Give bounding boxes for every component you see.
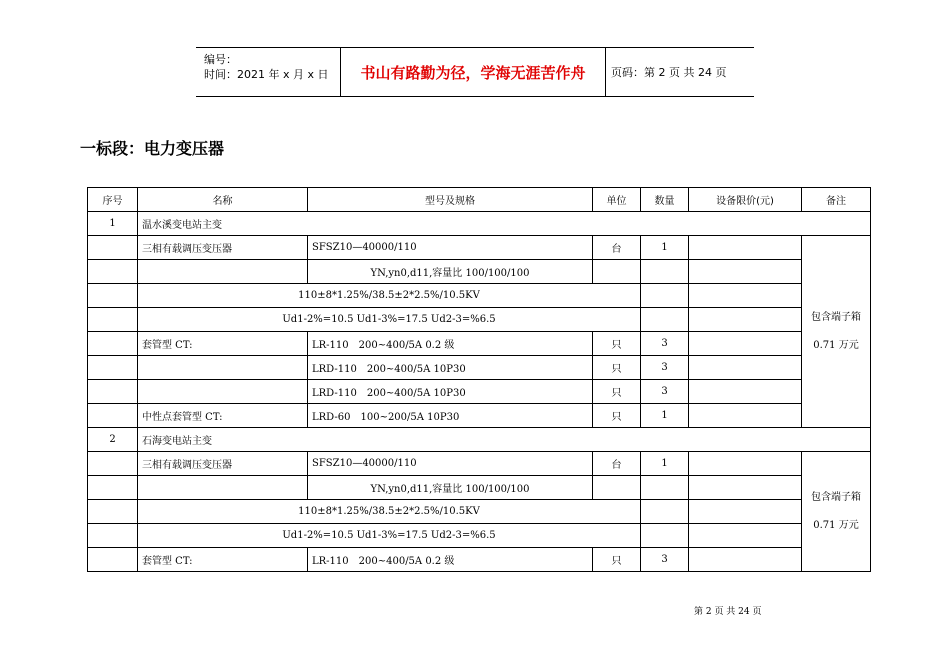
table-row [88,476,871,500]
table-row [88,308,871,332]
item-spec: YN,yn0,d11,容量比 100/100/100 [308,476,593,500]
item-spec: SFSZ10—40000/110 [308,236,593,260]
table-row [88,404,871,428]
item-qty: 1 [641,452,689,476]
item-spec: LRD-110 200~400/5A 10P30 [308,380,593,404]
group-number: 1 [88,212,138,236]
item-spec: Ud1-2%=10.5 Ud1-3%=17.5 Ud2-3=%6.5 [138,524,641,548]
item-qty: 1 [641,236,689,260]
item-spec: LR-110 200~400/5A 0.2 级 [308,332,593,356]
item-spec: LRD-60 100~200/5A 10P30 [308,404,593,428]
group-row [88,428,871,452]
table-row [88,260,871,284]
equipment-table [87,187,871,572]
page-header [196,47,754,97]
header-cell: 名称 [138,188,308,212]
table-row [88,452,871,476]
item-spec: SFSZ10—40000/110 [308,452,593,476]
item-qty: 3 [641,380,689,404]
header-cell: 型号及规格 [308,188,593,212]
item-spec: YN,yn0,d11,容量比 100/100/100 [308,260,593,284]
section-title: 一标段：电力变压器 [80,139,225,158]
table-row [88,380,871,404]
header-cell: 单位 [593,188,641,212]
item-name: 套管型 CT: [138,332,308,356]
group-title: 石海变电站主变 [138,428,871,452]
item-unit: 只 [593,356,641,380]
item-qty: 3 [641,548,689,572]
number-label: 编号： [204,53,237,66]
remark-cell: 包含端子箱 0.71 万元 [802,452,871,572]
header-cell: 设备限价(元) [689,188,802,212]
table-header-row [88,188,871,212]
page-code: 页码：第 2 页 共 24 页 [611,66,727,79]
time-label: 时间：2021 年 x 月 x 日 [204,68,329,81]
item-name: 中性点套管型 CT: [138,404,308,428]
item-spec: Ud1-2%=10.5 Ud1-3%=17.5 Ud2-3=%6.5 [138,308,641,332]
item-qty: 3 [641,356,689,380]
item-unit: 台 [593,452,641,476]
table-row [88,500,871,524]
item-spec: LR-110 200~400/5A 0.2 级 [308,548,593,572]
item-name: 套管型 CT: [138,548,308,572]
motto: 书山有路勤为径，学海无涯苦作舟 [340,48,606,96]
group-row [88,212,871,236]
header-left [196,48,340,96]
table-row [88,332,871,356]
page-footer: 第 2 页 共 24 页 [694,607,762,617]
item-unit: 台 [593,236,641,260]
table-row [88,524,871,548]
item-spec: 110±8*1.25%/38.5±2*2.5%/10.5KV [138,500,641,524]
header-cell: 备注 [802,188,871,212]
item-unit: 只 [593,548,641,572]
table-row [88,236,871,260]
group-title: 温水溪变电站主变 [138,212,871,236]
table-row [88,284,871,308]
item-name: 三相有载调压变压器 [138,452,308,476]
item-unit: 只 [593,332,641,356]
item-unit: 只 [593,380,641,404]
group-number: 2 [88,428,138,452]
item-spec: LRD-110 200~400/5A 10P30 [308,356,593,380]
item-spec: 110±8*1.25%/38.5±2*2.5%/10.5KV [138,284,641,308]
item-qty: 3 [641,332,689,356]
item-unit: 只 [593,404,641,428]
item-name: 三相有载调压变压器 [138,236,308,260]
table-row [88,356,871,380]
header-cell: 序号 [88,188,138,212]
item-qty: 1 [641,404,689,428]
remark-cell: 包含端子箱 0.71 万元 [802,236,871,428]
header-cell: 数量 [641,188,689,212]
table-row [88,548,871,572]
